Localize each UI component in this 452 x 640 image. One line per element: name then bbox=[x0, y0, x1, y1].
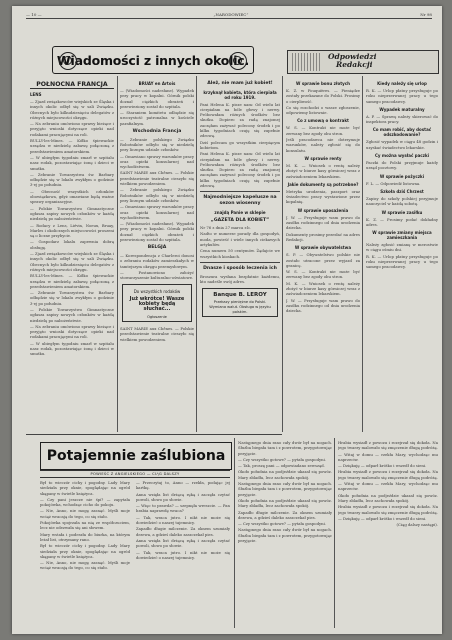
ad-line: Ogłoszenie bbox=[147, 314, 167, 319]
serial-paragraph: — Nie, Anno, nie mogę zasnąć. Myśli moje wciąż wracają do tego, co się stało. bbox=[40, 508, 130, 519]
serial-title: Potajemnie zaślubiona bbox=[40, 442, 232, 470]
serial-paragraph: (Ciąg dalszy nastąpi). bbox=[396, 522, 438, 528]
column-1 bbox=[30, 78, 114, 432]
serial-paragraph: — Tak, wraca jutro. I nikt nie może się dowiedzieć o naszej tajemnicy. bbox=[136, 549, 230, 560]
article-paragraph: — Rodacy z Lens, Liévin, Noeux, Bruay, Marles i okolicznych miejscowości proszeni są o liczne przybycie. bbox=[30, 222, 114, 239]
article-paragraph: — Gospodarz lokalu zapewnia dobrą obsługę. bbox=[30, 239, 114, 250]
serial-paragraph: Hrabia wysiadł z powozu i rozejrzał się dokoła. Na jego twarzy malowało się zmęczenie długą podróżą. bbox=[338, 440, 438, 451]
bank-text: Przekazy pieniężne do Polski. Wymiana walut. Obsługa w języku polskim. bbox=[209, 300, 271, 314]
serial-column-3 bbox=[238, 440, 332, 628]
ornament-right-icon bbox=[229, 52, 247, 70]
serial-paragraph: Anna wzięła list drżącą ręką i zaczęła czytać powoli, słowo po słowie. bbox=[136, 537, 230, 549]
logo-text: Odpowiedzi Redakcji bbox=[328, 52, 377, 69]
column-rule bbox=[334, 438, 335, 628]
serial-paragraph: Pokojówka spojrzała na nią ze współczuciem, lecz nie odezwała się ani słowem. bbox=[40, 520, 130, 531]
article-paragraph: — Staraniem komitetu odbędzie się uroczystość patronalna w kościele parafialnym. bbox=[120, 110, 194, 126]
article-paragraph: — Obecność wszystkich członków obowiązkowa, gdyż omawiane będą ważne sprawy organizacyjne. bbox=[30, 188, 114, 205]
serial-column-2 bbox=[136, 480, 230, 628]
answer-heading: W sprawie zasiłku bbox=[381, 209, 423, 215]
serial-paragraph: — Czy pani jeszcze nie śpi? — zapytała pokojówka, wchodząc cicho do pokoju. bbox=[40, 496, 130, 508]
serial-column-4 bbox=[338, 440, 438, 628]
column-rule bbox=[282, 76, 283, 432]
column-3 bbox=[200, 78, 280, 432]
answer-paragraph: A. P. — Sprawę należy skierować do inspektora pracy. bbox=[366, 113, 438, 125]
divider bbox=[200, 262, 280, 263]
ad-headline: Już wkrótce! Wasze kobiety będą słuchać... bbox=[129, 295, 185, 313]
answer-paragraph: K. Z. w Fouquières. — Pieniądze zostały przekazane do Polski. Prosimy o cierpliwość. bbox=[286, 88, 360, 104]
answer-paragraph: M. K. — Wniosek o rentę należy złożyć w biurze kasy górniczej wraz z zaświadczeniem lekarskiem. bbox=[286, 162, 360, 179]
answer-heading: Wypadek maturalny bbox=[379, 106, 425, 112]
answer-paragraph: Zgłosić wypadek w ciągu 48 godzin i uzyskać świadectwo lekarskie. bbox=[366, 139, 438, 150]
article-paragraph: — W ubiegłym tygodniu zmarł w szpitalu nasz rodak, pozostawiając żonę i dzieci w smutku. bbox=[30, 154, 114, 171]
bank-advertisement bbox=[202, 288, 278, 317]
article-paragraph: Dziś polecam go wszystkim cierpiącym kobietom. bbox=[200, 139, 280, 150]
serial-paragraph: Hrabia wysiadł z powozu i rozejrzał się dokoła. Na jego twarzy malowało się zmęczenie długą podróżą. bbox=[338, 504, 438, 515]
article-paragraph: Broszura wysłana bezpłatnie każdemu, kto nadeśle swój adres. bbox=[200, 273, 280, 284]
page-header bbox=[26, 10, 432, 19]
answer-heading: Co z umową o kontrakt bbox=[297, 118, 349, 124]
article-paragraph: Nadto w numerze porady dla gospodyń, moda, powieść i wiele innych ciekawych artykułów. bbox=[200, 231, 280, 248]
serial-paragraph: Był to wieczór cichy i pogodny. Lady Mary siedziała przy oknie, spoglądając na ogród skąpany w świetle księżyca. bbox=[40, 543, 130, 559]
article-paragraph: — Omawiano sprawy warunków pracy oraz opieki konsularnej nad wychodźstwem. bbox=[120, 153, 194, 170]
editor-illustration-icon bbox=[292, 53, 320, 71]
answer-heading: W sprawie obywatelstwa bbox=[294, 245, 352, 251]
answer-paragraph: Dokumenty prosimy przesłać na adres Redakcji. bbox=[286, 231, 360, 242]
column-rule bbox=[117, 76, 118, 432]
serial-column-1 bbox=[40, 480, 130, 628]
subheading-lens: LENS bbox=[30, 92, 42, 97]
serial-paragraph: Następnego dnia rano cały dwór był na nogach. Służba biegała tam i z powrotem, przygotowując przyjęcie. bbox=[238, 527, 332, 544]
issue-number: Nr 98 bbox=[420, 11, 432, 17]
column-rule bbox=[234, 438, 235, 628]
answer-heading: W sprawie uposażenia bbox=[297, 207, 349, 213]
article-paragraph: BULLY-les-Mines. — Kółko śpiewackie urządza w niedzielę zabawę połączoną z przedstawieniem amatorskiem. bbox=[30, 273, 114, 289]
section-divider bbox=[26, 434, 282, 435]
newspaper-name: „NARODOWIEC” bbox=[213, 11, 249, 17]
ornament-left-icon bbox=[59, 52, 77, 70]
answer-heading: Jakie dokumenty są potrzebne? bbox=[287, 181, 359, 187]
answer-heading: W sprawie renty bbox=[304, 155, 342, 161]
answer-paragraph: J. W. — Przysługuje wam prawo do zasiłku rodzinnego od dnia urodzenia dziecka. bbox=[286, 214, 360, 231]
answer-heading: Co mam robić, aby dostać odszkodowanie? bbox=[372, 127, 432, 138]
serial-paragraph: Mary wstała i podeszła do biurka, na którym leżał list, otrzymany rano. bbox=[40, 531, 130, 542]
newspaper-page bbox=[12, 6, 442, 634]
serial-paragraph: Około południa na podjeździe ukazał się powóz. Mary zbladła, lecz zachowała spokój. bbox=[238, 469, 332, 480]
article-paragraph: — Zebranie Towarzystwa św. Barbary odbędzie się w lokalu zwykłym o godzinie 3-ej po południu. bbox=[30, 290, 114, 306]
article-paragraph: Cena numeru 50 centymów. Żądajcie we wszystkich kioskach. bbox=[200, 248, 280, 259]
answer-heading: W sprawie zmiany miejsca zamieszkania bbox=[372, 230, 432, 241]
article-paragraph: — (Wiadomości nadesłane). Wypadek przy pracy w kopalni. Górnik polski doznał ciężkich obrażeń i przewieziony został do szpitala. bbox=[120, 88, 194, 109]
article-paragraph: — Korespondencja z Charleroi donosi o zebraniu rodaków zamieszkałych w tamtejszym okręgu przemysłowym. bbox=[120, 252, 194, 269]
article-paragraph: — Na zebraniu omówiono sprawy bieżące i przyjęto wnioski dotyczące opieki nad rodakami pracującymi na roli. bbox=[30, 323, 114, 340]
heading-treatment: Dnasze i sposób leczenia ich bbox=[203, 265, 277, 271]
answer-heading: Szkoła dziś Chrzest bbox=[380, 188, 424, 194]
column-5 bbox=[366, 78, 438, 432]
serial-paragraph: Około południa na podjeździe ukazał się powóz. Mary zbladła, lecz zachowała spokój. bbox=[338, 492, 438, 503]
serial-paragraph: Następnego dnia rano cały dwór był na nogach. Służba biegała tam i z powrotem, przygotowując przyjęcie. bbox=[238, 481, 332, 497]
article-paragraph: — (Wiadomości nadesłane). Wypadek przy pracy w kopalni. Górnik polski doznał ciężkich obrażeń i przewieziony został do szpitala. bbox=[120, 221, 194, 243]
column-4 bbox=[286, 78, 360, 432]
article-paragraph: — Na zebraniu omówiono sprawy bieżące i przyjęto wnioski dotyczące opieki nad rodakami pracującymi na roli. bbox=[30, 121, 114, 137]
article-paragraph: — Postanowiono założyć stowarzyszenie kulturalno-oświatowe. bbox=[120, 269, 194, 281]
heading-belgium: BELGJA bbox=[147, 245, 167, 251]
article-paragraph: SAINT MARIE aux Chênes. — Polskie przedstawienie teatralne cieszyło się wielkiem powodzeniem. bbox=[120, 326, 194, 342]
answer-paragraph: Paczki do Polski przyjmuje każdy urząd pocztowy. bbox=[366, 160, 438, 171]
article-paragraph: — Polskie Towarzystwo Gimnastyczne ogłasza zapisy nowych członków w każdą niedzielę po nabożeństwie. bbox=[30, 306, 114, 323]
serial-paragraph: — Witaj w domu — rzekła Mary, wychodząc mu naprzeciw. bbox=[338, 451, 438, 462]
article-paragraph: — Zjazd związkowców wiejskich ze Śląska i innych okolic odbył się w sali Związku. Obecnych było kilkudziesięciu delegatów z różnych miejscowości okręgu. bbox=[30, 251, 114, 272]
serial-paragraph: — Tak, proszę pani — odpowiadano zewsząd. bbox=[238, 463, 325, 469]
bank-name: Banque B. LEROY bbox=[213, 292, 267, 299]
answer-paragraph: K. Z. — Prosimy podać dokładny adres. bbox=[366, 216, 438, 227]
subheading-hats: znajdą Panie w sklepie bbox=[214, 209, 266, 215]
serial-paragraph: Zapadło długie milczenie. Za oknem szumiały drzewa, a gdzieś daleko zaszczekał pies. bbox=[136, 526, 230, 537]
answer-paragraph: S. P. — Obywatelstwo polskie nie zostało utracone przez wyjazd za granicę. bbox=[286, 252, 360, 268]
serial-paragraph: — Dziękuję — odparł krótko i wszedł do sieni. bbox=[338, 515, 427, 521]
answer-paragraph: R. K. — Urlop płatny przysługuje po roku nieprzerwanej pracy u tego samego pracodawcy. bbox=[366, 253, 438, 270]
answer-paragraph: W. S. — Kontrakt nie może być zerwany bez zgody obu stron. bbox=[286, 125, 360, 136]
heading-ad-women: Ależ, nie mam już kobiet! bbox=[207, 81, 273, 86]
answer-paragraph: Metryka urodzenia, paszport oraz świadectwo pracy wystawione przez kopalnię. bbox=[286, 188, 360, 205]
editorial-answers-logo bbox=[287, 50, 439, 74]
article-paragraph: SAINT MARIE aux Chênes. — Polskie przedstawienie teatralne cieszyło się wielkiem powodzeniem. bbox=[120, 170, 194, 187]
heading-hats: Najmodniejsze kapelusze na sezon wiosenny bbox=[203, 195, 277, 206]
serial-subtitle: POWIEŚĆ Z ANGIELSKIEGO — CIĄG DALSZY bbox=[40, 470, 230, 478]
page-number-left: — 10 — bbox=[26, 11, 42, 17]
article-paragraph: — W ubiegłym tygodniu zmarł w szpitalu nasz rodak, pozostawiając żonę i dzieci w smutku. bbox=[30, 340, 114, 357]
answer-paragraph: Zapisy do szkoły polskiej przyjmuje nauczyciel w każdą sobotę. bbox=[366, 195, 438, 207]
serial-paragraph: — Przeczytaj to, Anno — rzekła, podając jej kartkę. bbox=[136, 480, 230, 491]
serial-paragraph: Hrabia wysiadł z powozu i rozejrzał się dokoła. Na jego twarzy malowało się zmęczenie długą podróżą. bbox=[338, 469, 438, 480]
article-paragraph: — Zebranie polskiego Związku Robotników odbyło się w niedzielę przy licznym udziale członków. bbox=[120, 136, 194, 153]
serial-paragraph: — Więc to prawda? — szepnęła wreszcie. — Pan hrabia naprawdę wraca? bbox=[136, 503, 230, 514]
ad-gazette-title: „GAZETA DLA KOBIET” bbox=[210, 217, 270, 223]
advertisement-box bbox=[122, 284, 192, 322]
heading-eastern-france: Wschodnia Francja bbox=[132, 129, 182, 135]
article-paragraph: Pani Helena K. pisze nam: Od wielu lat cierpiałam na bóle głowy i nerwy. Próbowałam różnych środków bez skutku. Dopiero za radą znajomej zaczęłam zażywać polecony środek i po kilku tygodniach czuję się zupełnie zdrową. bbox=[200, 151, 280, 189]
serial-paragraph: — Witaj w domu — rzekła Mary, wychodząc mu naprzeciw. bbox=[338, 481, 438, 492]
serial-paragraph: Był to wieczór cichy i pogodny. Lady Mary siedziała przy oknie, spoglądając na ogród skąpany w świetle księżyca. bbox=[40, 480, 130, 496]
answer-paragraph: M. K. — Wniosek o rentę należy złożyć w biurze kasy górniczej wraz z zaświadczeniem lekarskiem. bbox=[286, 280, 360, 297]
serial-paragraph: Anna wzięła list drżącą ręką i zaczęła czytać powoli, słowo po słowie. bbox=[136, 491, 230, 502]
answer-paragraph: R. K. — Urlop płatny przysługuje po roku nieprzerwanej pracy u tego samego pracodawcy. bbox=[366, 88, 438, 104]
heading-northern-france: POŁNOCNA FRANCJA bbox=[30, 81, 114, 89]
answer-paragraph: F. L. — Odpowiedź listowna. bbox=[366, 180, 421, 186]
article-paragraph: — Zjazd związkowców wiejskich ze Śląska i innych okolic odbył się w sali Związku. Obecnych było kilkudziesięciu delegatów z różnych miejscowości okręgu. bbox=[30, 99, 114, 120]
answer-paragraph: Należy zgłosić zmianę w merostwie w ciągu ośmiu dni. bbox=[366, 242, 438, 253]
serial-paragraph: Następnego dnia rano cały dwór był na nogach. Służba biegała tam i z powrotem, przygotowując przyjęcie. bbox=[238, 440, 332, 456]
serial-paragraph: Zapadło długie milczenie. Za oknem szumiały drzewa, a gdzieś daleko zaszczekał pies. bbox=[238, 509, 332, 520]
article-paragraph: Nr 76 z dnia 27 marca r.b. bbox=[200, 225, 251, 231]
column-2 bbox=[120, 78, 194, 432]
subheading-ad-women: krzyknął kobieta, która cierpiała od roku 1919. bbox=[203, 89, 277, 100]
answer-paragraph: Co się rozchodzi o wasze zgłoszenie, odpowiemy listownie. bbox=[286, 104, 360, 116]
article-paragraph: — Polskie Towarzystwo Gimnastyczne ogłasza zapisy nowych członków w każdą niedzielę po nabożeństwie. bbox=[30, 205, 114, 222]
answer-heading: Kiedy należy się urlop bbox=[377, 81, 427, 86]
ad-line: Do wszystkich rodaków bbox=[133, 289, 181, 295]
divider bbox=[200, 191, 280, 192]
column-rule bbox=[362, 76, 363, 432]
article-paragraph: — Zebranie Towarzystwa św. Barbary odbędzie się w lokalu zwykłym o godzinie 3-ej po południu. bbox=[30, 171, 114, 188]
section-banner bbox=[52, 46, 254, 74]
answer-heading: W sprawie bonu złotych bbox=[296, 81, 350, 86]
serial-paragraph: Około południa na podjeździe ukazał się powóz. Mary zbladła, lecz zachowała spokój. bbox=[238, 497, 332, 509]
answer-paragraph: W. S. — Kontrakt nie może być zerwany bez zgody obu stron. bbox=[286, 269, 360, 280]
serial-paragraph: — Dziękuję — odparł krótko i wszedł do sieni. bbox=[338, 463, 427, 469]
article-paragraph: — Omawiano sprawy warunków pracy oraz opieki konsularnej nad wychodźstwem. bbox=[120, 204, 194, 220]
article-paragraph: Pani Helena K. pisze nam: Od wielu lat cierpiałam na bóle głowy i nerwy. Próbowałam różnych środków bez skutku. Dopiero za radą znajomej zaczęłam zażywać polecony środek i po kilku tygodniach czuję się zupełnie zdrową. bbox=[200, 101, 280, 139]
answer-paragraph: J. W. — Przysługuje wam prawo do zasiłku rodzinnego od dnia urodzenia dziecka. bbox=[286, 297, 360, 314]
serial-paragraph: — Tak, wraca jutro. I nikt nie może się dowiedzieć o naszej tajemnicy. bbox=[136, 514, 230, 526]
article-paragraph: BULLY-les-Mines. — Kółko śpiewackie urządza w niedzielę zabawę połączoną z przedstawieniem amatorskiem. bbox=[30, 138, 114, 154]
article-paragraph: — Zebranie polskiego Związku Robotników odbyło się w niedzielę przy licznym udziale członków. bbox=[120, 187, 194, 203]
section-title: Wiadomości z innych okolic. bbox=[56, 52, 250, 68]
answer-paragraph: Jeśli pracodawca nie dotrzymuje warunków, należy zgłosić się do konsulatu. bbox=[286, 137, 360, 153]
serial-paragraph: — Czy wszystko gotowe? — pytała gospodyni. bbox=[238, 456, 327, 462]
answer-heading: W sprawie pożyczki bbox=[379, 173, 425, 179]
column-rule bbox=[196, 76, 197, 432]
serial-paragraph: — Nie, Anno, nie mogę zasnąć. Myśli moje wciąż wracają do tego, co się stało. bbox=[40, 560, 130, 571]
answer-heading: Cy można wysłać paczki bbox=[374, 153, 430, 159]
heading-bruay: BRUAY en Artois bbox=[138, 81, 176, 86]
serial-paragraph: — Czy wszystko gotowe? — pytała gospodyni. bbox=[238, 521, 327, 527]
